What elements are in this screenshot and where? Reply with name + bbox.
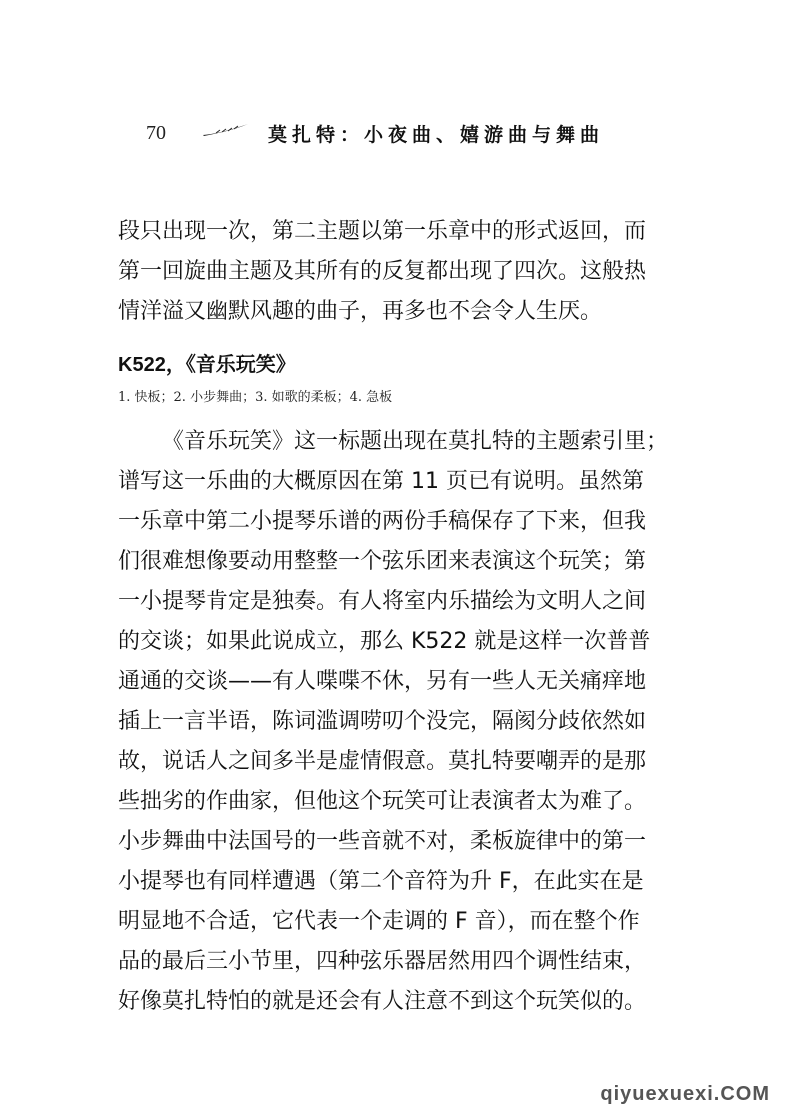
text-line: 好像莫扎特怕的就是还会有人注意不到这个玩笑似的。 [118, 989, 647, 1014]
paragraph-continued [118, 212, 678, 332]
text-line: 第一回旋曲主题及其所有的反复都出现了四次。这般热 [118, 259, 647, 284]
text-line: 段只出现一次，第二主题以第一乐章中的形式返回，而 [118, 219, 647, 244]
text-line: 谱写这一乐曲的大概原因在第 11 页已有说明。虽然第 [118, 469, 644, 494]
text-line: 品的最后三小节里，四种弦乐器居然用四个调性结束， [118, 949, 647, 974]
heading-work-title: 《音乐玩笑》 [185, 352, 296, 376]
text-line: 《音乐玩笑》这一标题出现在莫扎特的主题索引里； [162, 429, 669, 454]
text-line: 一乐章中第二小提琴乐谱的两份手稿保存了下来，但我 [118, 509, 647, 534]
text-line: 插上一言半语，陈词滥调唠叨个没完，隔阂分歧依然如 [118, 709, 647, 734]
movement-list: 1. 快板；2. 小步舞曲；3. 如歌的柔板；4. 急板 [118, 390, 393, 405]
text-line: 们很难想像要动用整整一个弦乐团来表演这个玩笑；第 [118, 549, 647, 574]
text-line: 故，说话人之间多半是虚情假意。莫扎特要嘲弄的是那 [118, 749, 647, 774]
text-line: 一小提琴肯定是独奏。有人将室内乐描绘为文明人之间 [118, 589, 647, 614]
text-line: 的交谈；如果此说成立，那么 K522 就是这样一次普普 [118, 629, 651, 654]
paragraph-body [118, 422, 678, 1022]
heading-catalog-number: K522， [118, 354, 186, 376]
text-line: 明显地不合适，它代表一个走调的 F 音），而在整个作 [118, 909, 640, 934]
running-title: 莫扎特：小夜曲、嬉游曲与舞曲 [268, 124, 605, 146]
site-watermark: qiyuexuexi.COM [600, 1083, 770, 1105]
text-line: 小步舞曲中法国号的一些音就不对，柔板旋律中的第一 [118, 829, 647, 854]
text-line: 情洋溢又幽默风趣的曲子，再多也不会令人生厌。 [118, 299, 603, 324]
quill-ornament-icon [202, 123, 250, 137]
page-number: 70 [146, 122, 166, 144]
text-line: 通通的交谈——有人喋喋不休，另有一些人无关痛痒地 [118, 669, 647, 694]
text-line: 些拙劣的作曲家，但他这个玩笑可让表演者太为难了。 [118, 789, 647, 814]
section-heading [118, 348, 296, 377]
running-header [140, 120, 660, 150]
text-line: 小提琴也有同样遭遇（第二个音符为升 F，在此实在是 [118, 869, 644, 894]
